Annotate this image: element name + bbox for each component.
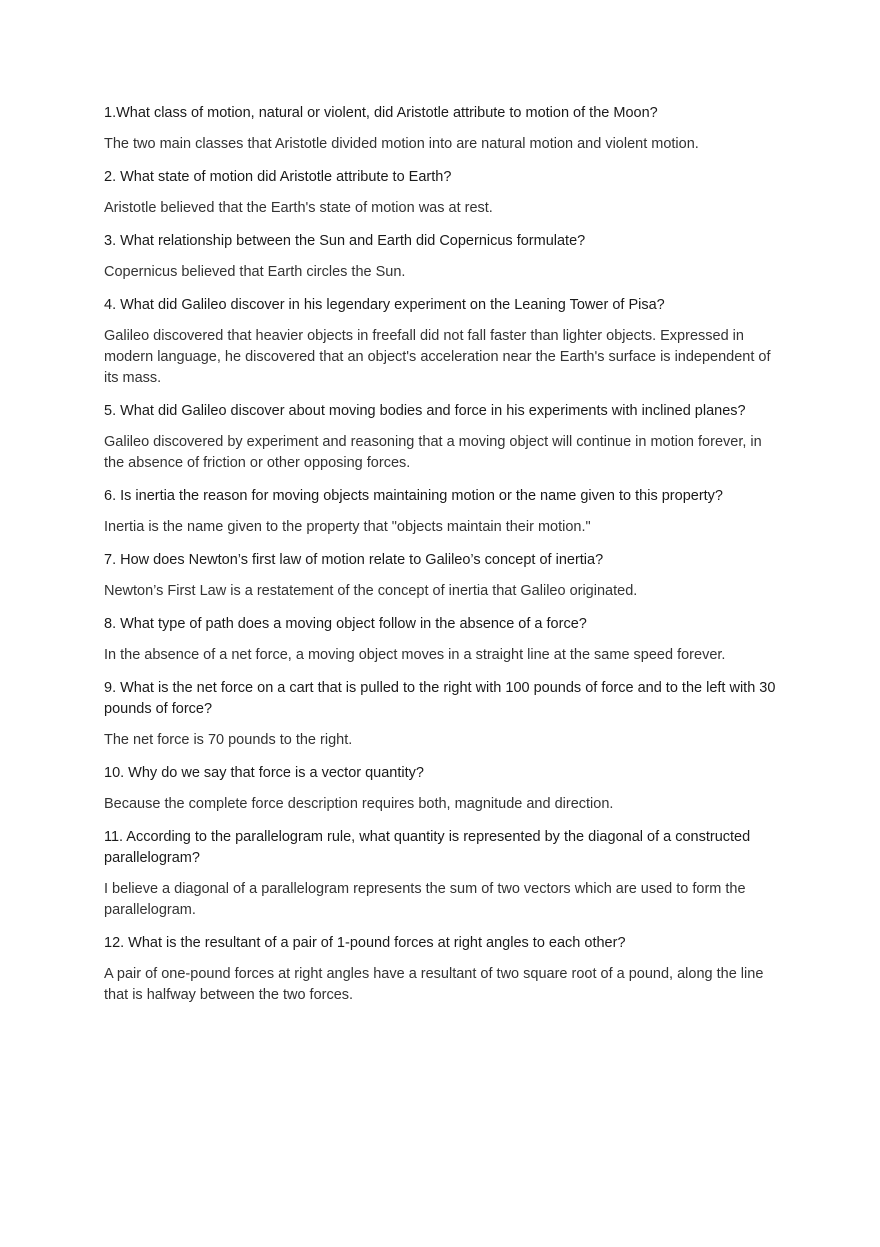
qa-item-7 — [104, 550, 784, 602]
question-5: 5. What did Galileo discover about moving bodies and force in his experiments with inclined planes? — [104, 403, 746, 419]
qa-item-2 — [104, 167, 784, 219]
qa-item-6 — [104, 486, 784, 538]
question-1: 1.What class of motion, natural or violent, did Aristotle attribute to motion of the Moon? — [104, 105, 658, 121]
qa-item-12 — [104, 933, 784, 1006]
question-4: 4. What did Galileo discover in his legendary experiment on the Leaning Tower of Pisa? — [104, 297, 665, 313]
qa-item-9 — [104, 678, 784, 751]
question-6: 6. Is inertia the reason for moving objects maintaining motion or the name given to this property? — [104, 488, 723, 504]
qa-item-4 — [104, 295, 784, 389]
qa-item-11 — [104, 827, 784, 921]
answer-4: Galileo discovered that heavier objects in freefall did not fall faster than lighter objects. Expressed in modern language, he discovered that an object's acceleration near the Earth's surface is independent of its mass. — [104, 328, 771, 386]
qa-item-3 — [104, 231, 784, 283]
question-9: 9. What is the net force on a cart that is pulled to the right with 100 pounds of force and to the left with 30 pounds of force? — [104, 680, 776, 717]
qa-item-5 — [104, 401, 784, 474]
answer-11: I believe a diagonal of a parallelogram represents the sum of two vectors which are used to form the parallelogram. — [104, 881, 746, 918]
question-10: 10. Why do we say that force is a vector quantity? — [104, 765, 424, 781]
answer-7: Newton’s First Law is a restatement of the concept of inertia that Galileo originated. — [104, 583, 638, 599]
answer-6: Inertia is the name given to the property that "objects maintain their motion." — [104, 519, 591, 535]
question-12: 12. What is the resultant of a pair of 1-pound forces at right angles to each other? — [104, 935, 626, 951]
qa-item-8 — [104, 614, 784, 666]
answer-1: The two main classes that Aristotle divided motion into are natural motion and violent motion. — [104, 136, 699, 152]
answer-2: Aristotle believed that the Earth's state of motion was at rest. — [104, 200, 493, 216]
answer-10: Because the complete force description requires both, magnitude and direction. — [104, 796, 614, 812]
answer-12: A pair of one-pound forces at right angles have a resultant of two square root of a pound, along the line that is halfway between the two forces. — [104, 966, 764, 1003]
qa-item-1 — [104, 103, 784, 155]
question-2: 2. What state of motion did Aristotle attribute to Earth? — [104, 169, 452, 185]
question-8: 8. What type of path does a moving object follow in the absence of a force? — [104, 616, 587, 632]
question-7: 7. How does Newton’s first law of motion relate to Galileo’s concept of inertia? — [104, 552, 604, 568]
question-3: 3. What relationship between the Sun and Earth did Copernicus formulate? — [104, 233, 586, 249]
qa-item-10 — [104, 763, 784, 815]
question-11: 11. According to the parallelogram rule, what quantity is represented by the diagonal of a constructed parallelogram? — [104, 829, 751, 866]
answer-3: Copernicus believed that Earth circles the Sun. — [104, 264, 406, 280]
answer-5: Galileo discovered by experiment and reasoning that a moving object will continue in motion forever, in the absence of friction or other opposing forces. — [104, 434, 762, 471]
answer-9: The net force is 70 pounds to the right. — [104, 732, 353, 748]
answer-8: In the absence of a net force, a moving object moves in a straight line at the same speed forever. — [104, 647, 726, 663]
